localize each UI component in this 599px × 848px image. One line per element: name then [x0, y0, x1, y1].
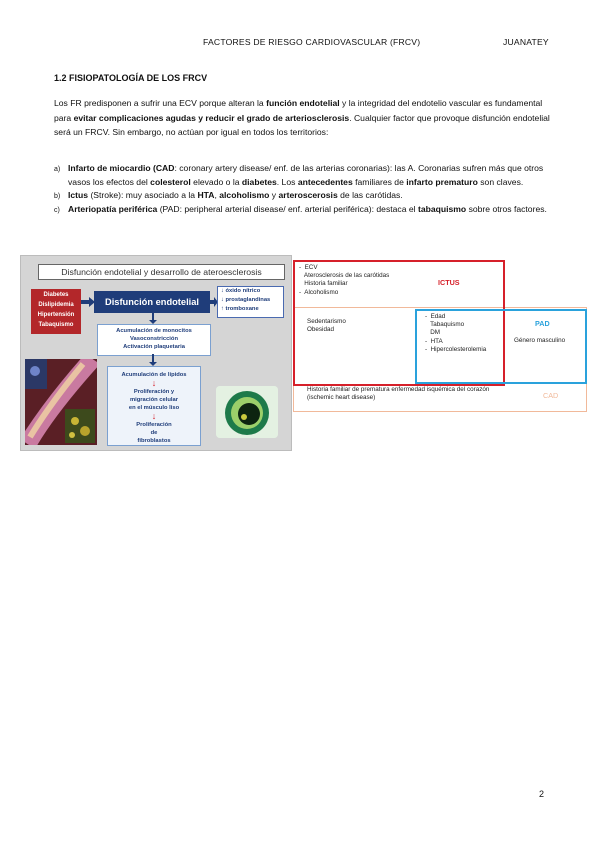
ictus-items — [299, 264, 389, 297]
risk-factor: Diabetes — [43, 292, 69, 298]
list-marker: a) — [54, 166, 61, 173]
list-item-text: de las carótidas. — [337, 190, 403, 201]
intro-text-1: Los FR predisponen a sufrir una ECV porque alteran la — [54, 98, 267, 108]
ictus-item: - ECV — [299, 264, 318, 271]
list-marker: c) — [54, 206, 60, 214]
running-header-author: JUANATEY — [503, 37, 549, 47]
risk-factor: Dislipidemia — [38, 302, 74, 308]
step-smooth-muscle — [108, 388, 200, 412]
arrow-down-icon: ↓ — [151, 411, 157, 421]
endothelial-dysfunction-figure — [20, 255, 292, 451]
artery-plaque-illustration — [25, 359, 97, 445]
list-item — [54, 203, 554, 217]
step-line: de — [150, 430, 158, 436]
list-item-text: tabaquismo — [417, 203, 467, 214]
list-item-text: elevado o la — [190, 176, 242, 187]
intro-paragraph — [54, 96, 554, 140]
arrow-right-icon — [81, 297, 95, 307]
shared-items — [307, 318, 346, 334]
intro-bold-1: función endotelial — [266, 98, 340, 108]
effect-line: ↑ tromboxane — [221, 306, 259, 312]
page-number: 2 — [539, 789, 545, 799]
arrow-down-icon: ↓ — [151, 378, 157, 388]
arrow-down-icon — [149, 354, 157, 366]
list-item-text: Infarto de miocardio (CAD — [68, 163, 175, 173]
list-item-text: (PAD: peripheral arterial disease/ enf. arterial periférica): destaca el — [157, 203, 418, 214]
arrow-down-icon — [149, 313, 157, 324]
list-item-text: . Los — [276, 176, 298, 187]
ictus-item: - Alcoholismo — [299, 288, 339, 296]
pad-item: Tabaquismo — [425, 321, 465, 329]
list-item-text: familiares de — [352, 176, 407, 187]
risk-factor-box — [31, 289, 81, 334]
cad-item: (ischemic heart disease) — [307, 394, 376, 402]
step-monocytes — [97, 324, 211, 356]
intro-text-2: y la integridad del endotelio vascular es fundamental para — [54, 98, 543, 123]
step-line: Acumulación de monocitos — [116, 328, 192, 334]
ictus-item: Historia familiar — [299, 280, 348, 288]
list-item-text: colesterol — [150, 176, 191, 187]
shared-item: Obesidad — [307, 326, 334, 334]
running-header-title: FACTORES DE RIESGO CARDIOVASCULAR (FRCV) — [203, 37, 421, 47]
step-line: Acumulación de lípidos — [121, 372, 187, 378]
ictus-label: ICTUS — [438, 278, 460, 287]
effect-line: ↓ prostaglandinas — [221, 297, 271, 303]
step-line: Proliferación — [136, 422, 172, 428]
step-line: Proliferación y — [133, 389, 175, 395]
risk-factor: Hipertensión — [37, 312, 75, 318]
main-box: Disfunción endotelial — [94, 291, 210, 313]
shared-item: Sedentarismo — [307, 318, 346, 325]
territory-list — [54, 162, 554, 216]
pad-item: - HTA — [425, 337, 443, 345]
figure-title: Disfunción endotelial y desarrollo de ateroesclerosis — [38, 264, 285, 280]
list-item-text: Arteriopatía periférica — [68, 203, 158, 214]
list-item-text: sobre otros factores. — [466, 203, 547, 214]
step-lipids-panel — [107, 366, 201, 446]
artery-cross-section-illustration — [216, 386, 278, 438]
step-line: migración celular — [129, 397, 178, 403]
pad-items — [425, 313, 486, 354]
section-title: 1.2 FISIOPATOLOGÍA DE LOS FRCV — [54, 73, 208, 83]
list-item-text: alcoholismo — [219, 190, 270, 201]
step-line: fibroblastos — [137, 438, 171, 444]
pad-item: DM — [425, 329, 441, 337]
list-item-text: antecedentes — [297, 176, 353, 187]
cad-label: CAD — [543, 391, 559, 400]
list-item-text: HTA — [197, 190, 215, 201]
list-item-text: (Stroke): muy asociado a la — [88, 190, 198, 201]
list-item-text: son claves. — [477, 176, 524, 187]
step-line: Activación plaquetaria — [123, 344, 185, 350]
risk-factor: Tabaquismo — [38, 322, 74, 328]
artery-cross-section-image — [216, 386, 278, 438]
list-item-text: Ictus — [68, 190, 89, 201]
ictus-item: Aterosclerosis de las carótidas — [299, 272, 390, 280]
effect-line: ↓ óxido nítrico — [221, 288, 261, 294]
list-item-text: , — [214, 190, 220, 201]
list-marker: b) — [54, 193, 61, 201]
pad-label: PAD — [535, 319, 550, 328]
step-line: en el músculo liso — [128, 405, 180, 411]
intro-bold-2: evitar complicaciones agudas y reducir el grado de arteriosclerosis — [73, 112, 350, 123]
list-item-text: diabetes — [241, 176, 277, 187]
list-item-text: : coronary artery disease/ enf. de las arterias coronarias): las A. Coronarias sufren más que otros vasos los efectos del — [68, 163, 544, 187]
list-item — [54, 189, 554, 203]
effects-box — [217, 286, 284, 318]
pad-item: - Edad — [425, 313, 446, 320]
pad-item: - Hipercolesterolemia — [425, 345, 487, 353]
step-line: Vasoconstricción — [129, 336, 178, 342]
list-item-text: infarto prematuro — [406, 176, 478, 187]
list-item — [54, 162, 554, 189]
intro-text-3: . Cualquier factor que provoque disfunción endotelial será un FRCV. Sin embargo, no actúan por igual en todos los territorios: — [54, 112, 550, 138]
cad-item: Historia familiar de prematura enfermedad isquémica del corazón — [307, 386, 490, 393]
list-item-text: y — [269, 190, 279, 201]
cad-items — [307, 386, 489, 402]
list-item-text: arteroscerosis — [278, 190, 338, 201]
artery-plaque-image — [25, 359, 97, 445]
step-fibroblasts — [108, 421, 200, 445]
pad-extra: Género masculino — [514, 337, 566, 344]
